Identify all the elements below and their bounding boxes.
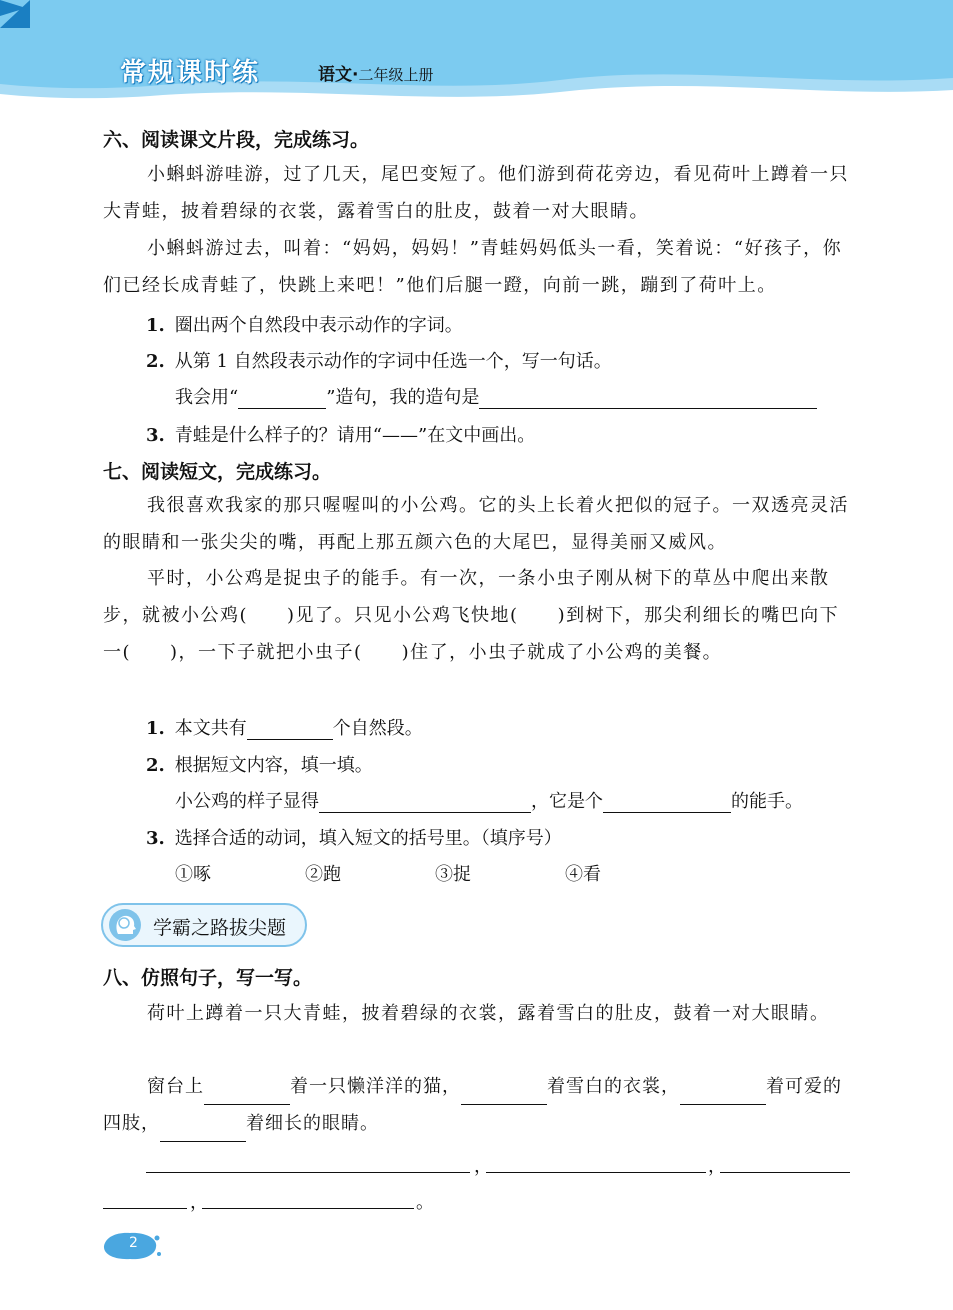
skill-blank[interactable] xyxy=(603,792,731,813)
writing-line-4[interactable] xyxy=(103,1208,187,1209)
section-7-question-1 xyxy=(146,714,423,740)
paragraph-count-blank[interactable] xyxy=(247,719,333,740)
subject-separator: · xyxy=(352,65,359,85)
exercise-text-e: 爱的四肢， xyxy=(103,1076,842,1134)
question-number: 2. xyxy=(146,755,165,776)
question-text: 青蛙是什么样子的？请用“——”在文中画出。 xyxy=(174,425,536,446)
writing-line-5[interactable] xyxy=(202,1208,414,1209)
question-text: 圈出两个自然段中表示动作的字词。 xyxy=(174,315,463,336)
section-6-title: 六、阅读课文片段，完成练习。 xyxy=(103,129,370,151)
writing-line-3[interactable] xyxy=(720,1172,850,1173)
verb-blank-3[interactable] xyxy=(680,1084,766,1105)
question-number: 1. xyxy=(146,718,165,739)
appearance-blank[interactable] xyxy=(319,792,531,813)
comma-1: ， xyxy=(474,1156,492,1177)
exercise-text-d: 着可 xyxy=(766,1076,804,1097)
question-number: 2. xyxy=(146,351,165,372)
page-header xyxy=(0,0,953,110)
word-blank[interactable] xyxy=(238,388,326,409)
question-text-a: 本文共有 xyxy=(174,718,247,739)
section-6-paragraph-2: 小蝌蚪游过去，叫着：“妈妈，妈妈！”青蛙妈妈低头一看，笑着说：“好孩子，你们已经长成青蛙了，快跳上来吧！”他们后腿一蹬，向前一跳，蹦到了荷叶上。 xyxy=(103,238,843,296)
verb-blank-1[interactable] xyxy=(204,1084,290,1105)
section-7-paragraph-2: 平时，小公鸡是捉虫子的能手。有一次，一条小虫子刚从树下的草丛中爬出来散步，就被小公鸡( )见了。只见小公鸡飞快地( )到树下，那尖利细长的嘴巴向下一( )，一下子就把小虫子( )住了，小虫子就成了小公鸡的美餐。 xyxy=(103,568,840,663)
section-6-question-3 xyxy=(146,421,535,447)
verb-blank-2[interactable] xyxy=(461,1084,547,1105)
section-7-question-2 xyxy=(146,751,373,777)
question-text: 从第 1 自然段表示动作的字词中任选一个，写一句话。 xyxy=(174,351,612,372)
sentence-blank[interactable] xyxy=(479,388,817,409)
section-7-paragraph-1: 我很喜欢我家的那只喔喔叫的小公鸡。它的头上长着火把似的冠子。一双透亮灵活的眼睛和一张尖尖的嘴，再配上那五颜六色的大尾巴，显得美丽又威风。 xyxy=(103,495,849,553)
question-text-b: 个自然段。 xyxy=(332,718,423,739)
brain-head-icon xyxy=(107,908,143,942)
page-number: 2 xyxy=(129,1235,138,1251)
exercise-text-a: 窗台上 xyxy=(147,1076,204,1097)
writing-line-1[interactable] xyxy=(146,1172,470,1173)
fill-middle: ，它是个 xyxy=(531,791,603,812)
exercise-text-f: 着细长的眼睛。 xyxy=(246,1113,379,1134)
period: 。 xyxy=(416,1192,434,1213)
page-number-badge xyxy=(100,1228,162,1268)
question-number: 3. xyxy=(146,425,165,446)
question-number: 3. xyxy=(146,828,165,849)
comma-3: ， xyxy=(190,1192,208,1213)
question-text: 根据短文内容，填一填。 xyxy=(174,755,373,776)
section-8-model-sentence: 荷叶上蹲着一只大青蛙，披着碧绿的衣裳，露着雪白的肚皮，鼓着一对大眼睛。 xyxy=(147,1003,830,1024)
option-3: ③捉 xyxy=(435,864,471,885)
section-6-question-1 xyxy=(146,311,463,337)
section-6-question-2 xyxy=(146,347,612,373)
subject-name: 语文 xyxy=(318,65,352,85)
subject-label xyxy=(318,60,433,85)
badge-label: 学霸之路拔尖题 xyxy=(153,917,287,939)
section-7-title: 七、阅读短文，完成练习。 xyxy=(103,461,332,483)
writing-line-2[interactable] xyxy=(486,1172,706,1173)
exercise-text-b: 着一只懒洋洋的猫， xyxy=(290,1076,461,1097)
section-8-exercise xyxy=(103,1068,850,1142)
grade-label: 二年级上册 xyxy=(358,66,434,84)
section-8-title: 八、仿照句子，写一写。 xyxy=(103,967,313,989)
answer-prefix: 我会用“ xyxy=(175,387,239,408)
verb-blank-4[interactable] xyxy=(160,1121,246,1142)
option-2: ②跑 xyxy=(305,864,341,885)
question-text: 选择合适的动词，填入短文的括号里。（填序号） xyxy=(174,828,562,849)
fill-suffix: 的能手。 xyxy=(731,791,803,812)
right-arrow-icon xyxy=(0,0,30,28)
comma-2: ， xyxy=(708,1156,726,1177)
section-7-question-2-answer xyxy=(175,787,803,813)
exercise-text-c: 着雪白的衣裳， xyxy=(547,1076,680,1097)
challenge-badge xyxy=(101,903,307,947)
question-number: 1. xyxy=(146,315,165,336)
series-title: 常规课时练 xyxy=(120,58,261,88)
fill-prefix: 小公鸡的样子显得 xyxy=(175,791,319,812)
option-4: ④看 xyxy=(565,864,601,885)
verb-options xyxy=(175,860,695,886)
section-6-paragraph-1: 小蝌蚪游哇游，过了几天，尾巴变短了。他们游到荷花旁边，看见荷叶上蹲着一只大青蛙，披着碧绿的衣裳，露着雪白的肚皮，鼓着一对大眼睛。 xyxy=(103,164,849,222)
answer-middle: ”造句，我的造句是 xyxy=(326,387,480,408)
section-6-question-2-answer xyxy=(175,383,817,409)
section-7-question-3 xyxy=(146,824,562,850)
option-1: ①啄 xyxy=(175,864,211,885)
